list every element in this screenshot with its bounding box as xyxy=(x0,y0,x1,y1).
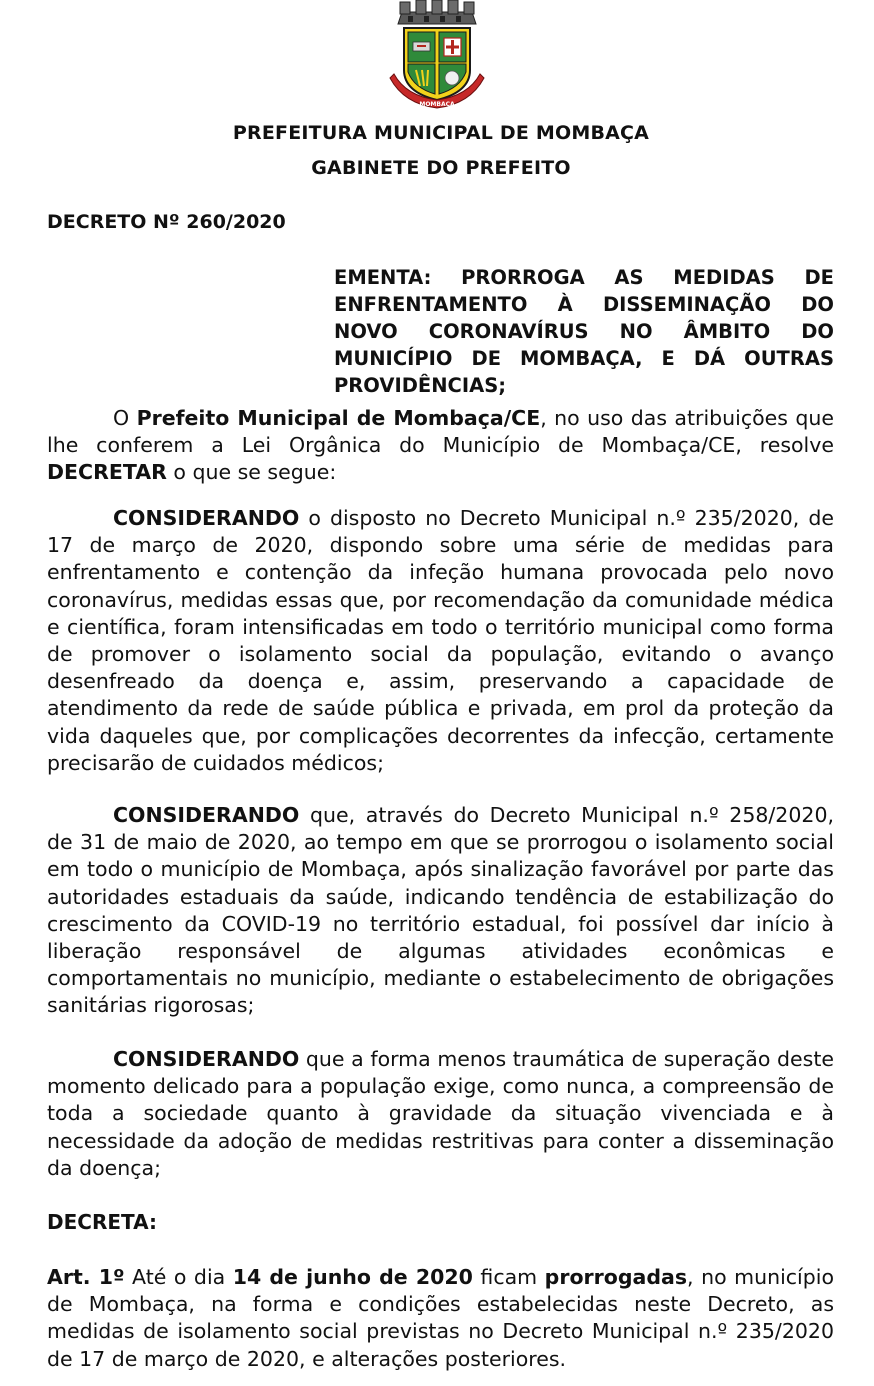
intro-bold-decretar: DECRETAR xyxy=(47,460,167,485)
mural-crown xyxy=(398,0,476,24)
considerando-text: o disposto no Decreto Municipal n.º 235/2020, de 17 de março de 2020, dispondo sobre uma série de medidas para enfrentamento e contenção da infeção humana provocada pelo novo coronavírus, medidas essas que, por recomendação da comunidade médica e científica, foram intensificadas em todo o território municipal como forma de promover o isolamento social da população, evitando o avanço desenfreado da doença e, assim, preservando a capacidade de atendimento da rede de saúde pública e privada, em prol da proteção da vida daqueles que, por complicações decorrentes da infecção, certamente precisarão de cuidados médicos; xyxy=(47,506,834,775)
considerando-paragraph-2 xyxy=(47,802,834,1020)
article-1-label: Art. 1º xyxy=(47,1265,125,1289)
decreta-heading: DECRETA: xyxy=(47,1210,157,1234)
intro-paragraph xyxy=(47,405,834,487)
considerando-text: que a forma menos traumática de superação deste momento delicado para a população exige, como nunca, a compreensão de toda a sociedade quanto à gravidade da situação vivenciada e à necessidade da adoção de medidas restritivas para conter a disseminação da doença; xyxy=(47,1047,834,1180)
article-1-verb: prorrogadas xyxy=(544,1265,688,1289)
article-1-date: 14 de junho de 2020 xyxy=(232,1265,473,1289)
considerando-label: CONSIDERANDO xyxy=(113,1047,300,1071)
considerando-paragraph-1 xyxy=(47,505,834,777)
article-1-text-c: , no município de Mombaça, na forma e condições estabelecidas neste Decreto, as medidas de isolamento social previstas no Decreto Municipal n.º 235/2020 de 17 de março de 2020, e alterações posteriores. xyxy=(47,1265,834,1371)
header-gabinete: GABINETE DO PREFEITO xyxy=(311,157,571,179)
decree-number: DECRETO Nº 260/2020 xyxy=(47,211,286,233)
header-prefeitura: PREFEITURA MUNICIPAL DE MOMBAÇA xyxy=(232,122,650,144)
intro-bold-prefeito: Prefeito Municipal de Mombaça/CE xyxy=(136,406,541,430)
considerando-paragraph-3 xyxy=(47,1046,834,1182)
ribbon-text: MOMBAÇA xyxy=(419,101,455,108)
considerando-label: CONSIDERANDO xyxy=(113,506,300,530)
municipal-coat-of-arms xyxy=(384,0,490,112)
article-1-text-b: ficam xyxy=(472,1265,545,1289)
article-1 xyxy=(47,1264,834,1373)
article-1-text-a: Até o dia xyxy=(124,1265,233,1289)
considerando-text: que, através do Decreto Municipal n.º 258/2020, de 31 de maio de 2020, ao tempo em que se prorrogou o isolamento social em todo o município de Mombaça, após sinalização favorável por parte das autoridades estaduais da saúde, indicando tendência de estabilização do crescimento da COVID-19 no território estadual, foi possível dar início à liberação responsável de algumas atividades econômicas e comportamentais no município, mediante o estabelecimento de obrigações sanitárias rigorosas; xyxy=(47,803,834,1018)
considerando-label: CONSIDERANDO xyxy=(113,803,300,827)
intro-mid: , no uso das atribuições que lhe conferem a Lei Orgânica do Município de Mombaça/CE, resolve xyxy=(47,406,834,458)
ementa: EMENTA: PRORROGA AS MEDIDAS DE ENFRENTAMENTO À DISSEMINAÇÃO DO NOVO CORONAVÍRUS NO ÂMBITO DO MUNICÍPIO DE MOMBAÇA, E DÁ OUTRAS PROVIDÊNCIAS; xyxy=(334,266,834,397)
shield xyxy=(404,28,470,100)
intro-pre: O xyxy=(113,406,137,430)
intro-post: o que se segue: xyxy=(166,460,337,485)
